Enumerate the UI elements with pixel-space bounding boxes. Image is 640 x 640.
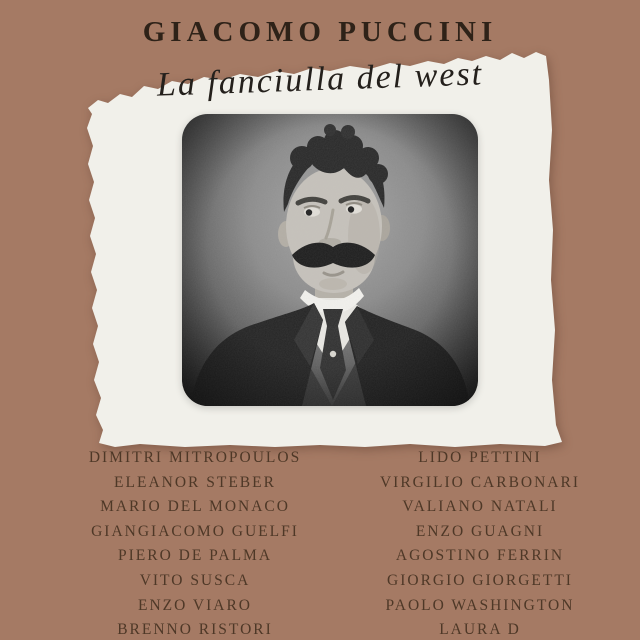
cast-column-left — [40, 446, 350, 640]
puccini-portrait-photo — [182, 114, 478, 406]
cast-member: ELEANOR STEBER — [114, 473, 276, 491]
cast-member: GIORGIO GIORGETTI — [387, 571, 573, 589]
cast-member: DIMITRI MITROPOULOS — [88, 449, 302, 466]
cast-member: VIRGILIO CARBONARI — [379, 473, 581, 491]
cast-member: GIANGIACOMO GUELFI — [91, 522, 299, 540]
cast-member: LIDO PETTINI — [418, 449, 542, 466]
cast-member: PIERO DE PALMA — [117, 547, 273, 565]
opera-title: La fanciulla del west — [156, 55, 484, 104]
cast-member: VITO SUSCA — [139, 571, 251, 589]
cast-member: LAURA D — [439, 621, 521, 639]
portrait-illustration — [182, 114, 478, 406]
cast-member: ENZO VIARO — [138, 596, 252, 614]
cast-column-right — [330, 446, 630, 640]
cast-member: BRENNO RISTORI — [117, 621, 273, 639]
cast-member: VALIANO NATALI — [402, 498, 558, 516]
composer-title: GIACOMO PUCCINI — [142, 16, 498, 48]
cast-member: ENZO GUAGNI — [415, 522, 545, 540]
cast-member: AGOSTINO FERRIN — [395, 547, 565, 565]
cast-member: PAOLO WASHINGTON — [385, 596, 575, 614]
cast-member: MARIO DEL MONACO — [100, 498, 290, 516]
